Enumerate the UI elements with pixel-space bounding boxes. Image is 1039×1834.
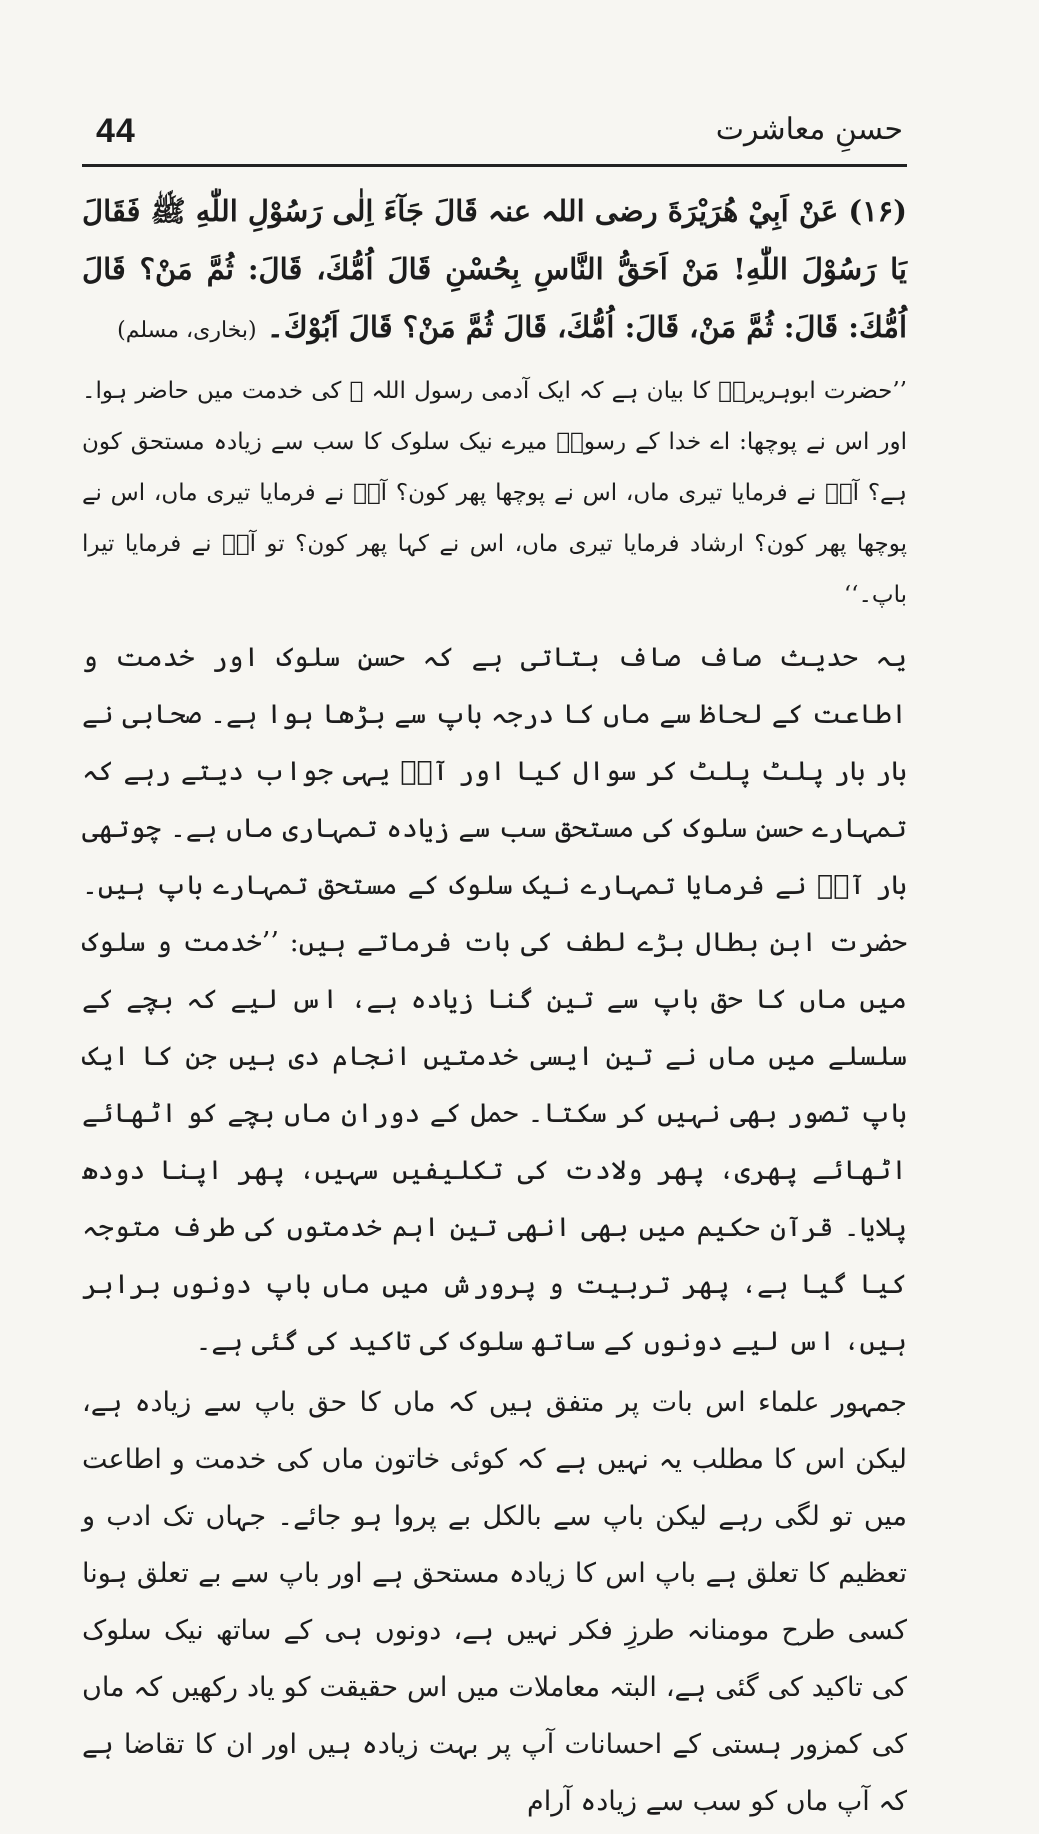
page-number: 44 [96, 112, 136, 150]
page-content [82, 182, 907, 1834]
hadith-text: (۱۶) عَنْ اَبِيْ هُرَيْرَةَ رضی اللہ عنہ قَالَ جَآءَ اِلٰى رَسُوْلِ اللّٰهِ ﷺ فَقَالَ يَا رَسُوْلَ اللّٰهِ! مَنْ اَحَقُّ النَّاسِ بِحُسْنِ قَالَ اُمُّكَ، قَالَ: ثُمَّ مَنْ؟ قَالَ اُمُّكَ: قَالَ: ثُمَّ مَنْ، قَالَ: اُمُّكَ، قَالَ ثُمَّ مَنْ؟ قَالَ اَبُوْكَ۔ [82, 194, 907, 344]
paragraph: جمہور علماء اس بات پر متفق ہیں کہ ماں کا حق باپ سے زیادہ ہے، لیکن اس کا مطلب یہ نہیں ہے کہ کوئی خاتون ماں کی خدمت و اطاعت میں تو لگی رہے لیکن باپ سے بالکل بے پروا ہو جائے۔ جہاں تک ادب و تعظیم کا تعلق ہے باپ اس کا زیادہ مستحق ہے اور باپ سے بے تعلق ہونا کسی طرح مومنانہ طرزِ فکر نہیں ہے، دونوں ہی کے ساتھ نیک سلوک کی تاکید کی گئی ہے، البتہ معاملات میں اس حقیقت کو یاد رکھیں کہ ماں کی کمزور ہستی کے احسانات آپ پر بہت زیادہ ہیں اور ان کا تقاضا ہے کہ آپ ماں کو سب سے زیادہ آرام [82, 1387, 907, 1817]
paragraph: یہ حدیث صاف صاف بتاتی ہے کہ حسنِ سلوک اور خدمت و اطاعت کے لحاظ سے ماں کا درجہ باپ سے بڑھا ہوا ہے۔ صحابی نے بار بار پلٹ پلٹ کر سوال کیا اور آپؐ یہی جواب دیتے رہے کہ تمہارے حسنِ سلوک کی مستحق سب سے زیادہ تمہاری ماں ہے۔ چوتھی بار آپؐ نے فرمایا تمہارے نیک سلوک کے مستحق تمہارے باپ ہیں۔ حضرت ابن بطال بڑے لطف کی بات فرماتے ہیں: ’’خدمت و سلوک میں ماں کا حق باپ سے تین گنا زیادہ ہے، اس لیے کہ بچے کے سلسلے میں ماں نے تین ایسی خدمتیں انجام دی ہیں جن کا ایک باپ تصور بھی نہیں کر سکتا۔ حمل کے دوران ماں بچے کو اٹھائے اٹھائے پھری، پھر ولادت کی تکلیفیں سہیں، پھر اپنا دودھ پلایا۔ قرآن حکیم میں بھی انھی تین اہم خدمتوں کی طرف متوجہ کیا گیا ہے، پھر تربیت و پرورش میں ماں باپ دونوں برابر ہیں، اس لیے دونوں کے ساتھ سلوک کی تاکید کی گئی ہے۔ [82, 642, 907, 1357]
arabic-hadith [82, 182, 907, 360]
running-title: حسنِ معاشرت [715, 112, 903, 147]
page-header [82, 108, 907, 167]
hadith-translation: ’’حضرت ابوہریرہؓ کا بیان ہے کہ ایک آدمی رسول اللہ ﷺ کی خدمت میں حاضر ہوا۔ اور اس نے پوچھا: اے خدا کے رسولؐ میرے نیک سلوک کا سب سے زیادہ مستحق کون ہے؟ آپؐ نے فرمایا تیری ماں، اس نے پوچھا پھر کون؟ آپؐ نے فرمایا تیری ماں، اس نے پوچھا پھر کون؟ ارشاد فرمایا تیری ماں، اس نے کہا پھر کون؟ تو آپؐ نے فرمایا تیرا باپ۔‘‘ [82, 378, 907, 608]
hadith-source: (بخاری، مسلم) [117, 318, 257, 343]
